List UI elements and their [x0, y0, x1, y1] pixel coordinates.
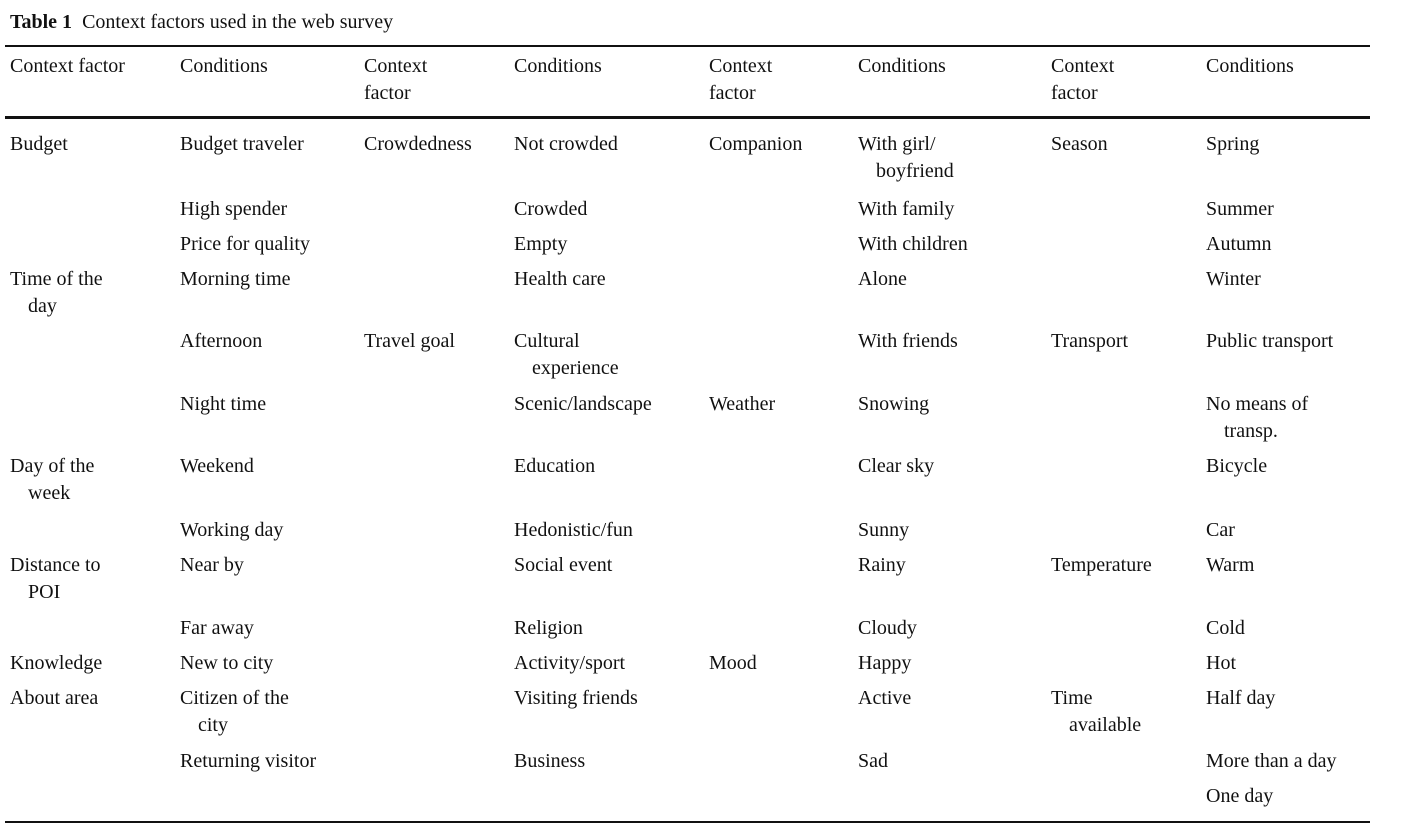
column-header	[1051, 53, 1114, 107]
table-cell-text: Warm	[1206, 554, 1255, 576]
table-cell-text: Hedonistic/fun	[514, 519, 633, 541]
table-cell	[709, 650, 757, 677]
table-cell-text: Public transport	[1206, 330, 1334, 352]
table-cell-text: Social event	[514, 554, 613, 576]
table-cell	[858, 196, 954, 223]
table-cell-text: day	[28, 295, 57, 317]
table-cell	[858, 517, 909, 544]
table-cell-text: Activity/sport	[514, 652, 626, 674]
table-cell-text: Crowdedness	[364, 133, 472, 155]
table-cell-text: With children	[858, 233, 968, 255]
table-cell-text: Working day	[180, 519, 284, 541]
table-cell	[180, 266, 291, 293]
column-header	[514, 53, 602, 80]
column-header	[10, 53, 125, 80]
table-cell	[1206, 231, 1272, 258]
table-cell	[514, 266, 606, 293]
table-cell	[10, 685, 98, 712]
table-cell	[180, 391, 266, 418]
table-cell-text: Budget	[10, 133, 68, 155]
table-cell-text: No means of	[1206, 393, 1309, 415]
table-cell	[858, 328, 958, 355]
table-cell	[1206, 552, 1254, 579]
table-cell	[858, 748, 888, 775]
table-cell	[180, 517, 283, 544]
table-cell	[1206, 196, 1274, 223]
table-cell-text: Empty	[514, 233, 568, 255]
table-cell	[514, 615, 583, 642]
table-cell	[514, 650, 625, 677]
table-cell	[180, 453, 254, 480]
table-cell	[1206, 685, 1275, 712]
table-cell-text: Rainy	[858, 554, 906, 576]
table-cell	[180, 685, 289, 739]
table-cell	[180, 615, 254, 642]
table-bottom-rule	[5, 821, 1370, 823]
table-cell-text: Time of the	[10, 268, 103, 290]
table-cell	[1206, 266, 1261, 293]
table-cell-text: Visiting friends	[514, 687, 638, 709]
table-cell-text: Cloudy	[858, 617, 917, 639]
table-cell-text: POI	[28, 581, 61, 603]
table-cell-text: Season	[1051, 133, 1108, 155]
table-cell	[180, 231, 310, 258]
table-cell-text: Temperature	[1051, 554, 1152, 576]
table-cell-text: Far away	[180, 617, 254, 639]
table-cell-text: Religion	[514, 617, 583, 639]
table-cell	[514, 196, 587, 223]
table-cell	[10, 552, 101, 606]
column-header-text: Conditions	[1206, 55, 1294, 77]
table-cell	[1206, 650, 1236, 677]
column-header	[709, 53, 772, 107]
table-cell-text: Near by	[180, 554, 244, 576]
table-cell-text: transp.	[1224, 420, 1278, 442]
table-cell-text: Distance to	[10, 554, 101, 576]
table-cell	[514, 131, 618, 158]
table-cell	[514, 685, 638, 712]
table-cell-text: Cold	[1206, 617, 1245, 639]
table-cell-text: Autumn	[1206, 233, 1272, 255]
column-header-text: Context	[1051, 55, 1115, 77]
table-cell-text: city	[198, 714, 228, 736]
column-header-text: Context	[709, 55, 773, 77]
table-cell-text: With girl/	[858, 133, 936, 155]
table-cell-text: Travel goal	[364, 330, 455, 352]
table-cell	[514, 517, 633, 544]
table-cell	[364, 131, 472, 158]
table-header-rule	[5, 116, 1370, 119]
table-caption-label: Table 1	[10, 11, 73, 33]
column-header-text: Context	[364, 55, 428, 77]
table-cell-text: Citizen of the	[180, 687, 289, 709]
table-cell	[514, 231, 567, 258]
table-cell	[514, 328, 619, 382]
table-cell-text: boyfriend	[876, 160, 954, 182]
table-cell-text: Bicycle	[1206, 455, 1268, 477]
table-cell-text: More than a day	[1206, 750, 1337, 772]
table-cell	[1206, 748, 1337, 775]
table-cell	[858, 131, 954, 185]
table-cell-text: Time	[1051, 687, 1093, 709]
table-cell	[1051, 685, 1141, 739]
table-cell-text: Summer	[1206, 198, 1274, 220]
table-cell	[1206, 391, 1308, 445]
table-cell	[10, 650, 102, 677]
table-cell	[858, 685, 911, 712]
table-cell-text: Car	[1206, 519, 1235, 541]
table-cell-text: Weekend	[180, 455, 254, 477]
table-cell-text: experience	[532, 357, 619, 379]
table-cell	[858, 391, 929, 418]
table-cell	[858, 231, 968, 258]
table-caption-title: Context factors used in the web survey	[82, 11, 394, 33]
table-cell-text: Morning time	[180, 268, 291, 290]
table-cell	[1206, 615, 1245, 642]
table-cell	[1206, 453, 1267, 480]
table-cell-text: available	[1069, 714, 1142, 736]
table-cell	[1206, 783, 1273, 810]
table-cell-text: Price for quality	[180, 233, 310, 255]
column-header-text: factor	[1051, 82, 1098, 104]
table-cell	[709, 131, 802, 158]
table-cell	[180, 196, 287, 223]
table-cell	[1051, 552, 1152, 579]
table-cell-text: Happy	[858, 652, 912, 674]
table-cell	[709, 391, 775, 418]
table-cell-text: Snowing	[858, 393, 930, 415]
column-header-text: Conditions	[514, 55, 602, 77]
table-cell	[180, 650, 273, 677]
table-cell-text: About area	[10, 687, 99, 709]
table-cell-text: Business	[514, 750, 586, 772]
table-cell	[1051, 131, 1108, 158]
table-cell	[1206, 517, 1235, 544]
table-cell-text: Budget traveler	[180, 133, 304, 155]
table-cell	[1051, 328, 1128, 355]
table-cell-text: New to city	[180, 652, 274, 674]
table-cell	[514, 748, 585, 775]
table-cell-text: Half day	[1206, 687, 1276, 709]
table-cell	[10, 131, 68, 158]
table-cell-text: Afternoon	[180, 330, 263, 352]
table-cell	[1206, 131, 1259, 158]
table-cell	[180, 328, 262, 355]
table-cell-text: Crowded	[514, 198, 588, 220]
table-cell-text: One day	[1206, 785, 1274, 807]
table-cell-text: Transport	[1051, 330, 1129, 352]
table-cell	[858, 552, 906, 579]
table-cell-text: Knowledge	[10, 652, 103, 674]
table-cell	[514, 453, 595, 480]
table-cell	[364, 328, 455, 355]
table-cell-text: Returning visitor	[180, 750, 317, 772]
table-cell-text: Cultural	[514, 330, 580, 352]
table-cell	[1206, 328, 1333, 355]
table-cell-text: Education	[514, 455, 596, 477]
table-cell-text: With family	[858, 198, 955, 220]
table-cell-text: Weather	[709, 393, 776, 415]
table-cell-text: Hot	[1206, 652, 1236, 674]
table-cell	[514, 391, 652, 418]
column-header	[364, 53, 427, 107]
table-cell	[514, 552, 612, 579]
table-cell	[10, 266, 103, 320]
column-header-text: factor	[364, 82, 411, 104]
column-header-text: Conditions	[180, 55, 268, 77]
table-cell-text: Spring	[1206, 133, 1260, 155]
table-cell-text: Alone	[858, 268, 907, 290]
column-header	[858, 53, 946, 80]
table-cell-text: Active	[858, 687, 912, 709]
column-header-text: Conditions	[858, 55, 946, 77]
table-cell-text: Health care	[514, 268, 606, 290]
table-cell-text: Clear sky	[858, 455, 935, 477]
table-cell-text: Winter	[1206, 268, 1261, 290]
column-header	[180, 53, 268, 80]
table-cell	[858, 453, 934, 480]
table-cell	[180, 131, 304, 158]
table-caption	[10, 10, 393, 34]
table-cell-text: Sad	[858, 750, 888, 772]
table-top-rule	[5, 45, 1370, 47]
column-header-text: factor	[709, 82, 756, 104]
table-cell-text: Companion	[709, 133, 803, 155]
table-cell-text: Not crowded	[514, 133, 618, 155]
table-cell-text: Day of the	[10, 455, 95, 477]
table-cell-text: High spender	[180, 198, 288, 220]
table-cell-text: With friends	[858, 330, 958, 352]
table-cell	[858, 650, 911, 677]
table-cell	[180, 552, 244, 579]
table-cell	[180, 748, 316, 775]
table-cell-text: Mood	[709, 652, 757, 674]
table-cell-text: week	[28, 482, 71, 504]
column-header	[1206, 53, 1294, 80]
table-cell	[10, 453, 94, 507]
column-header-text: Context factor	[10, 55, 125, 77]
table-cell-text: Night time	[180, 393, 267, 415]
table-cell	[858, 266, 907, 293]
table-cell-text: Sunny	[858, 519, 910, 541]
table-cell	[858, 615, 917, 642]
table-cell-text: Scenic/landscape	[514, 393, 652, 415]
